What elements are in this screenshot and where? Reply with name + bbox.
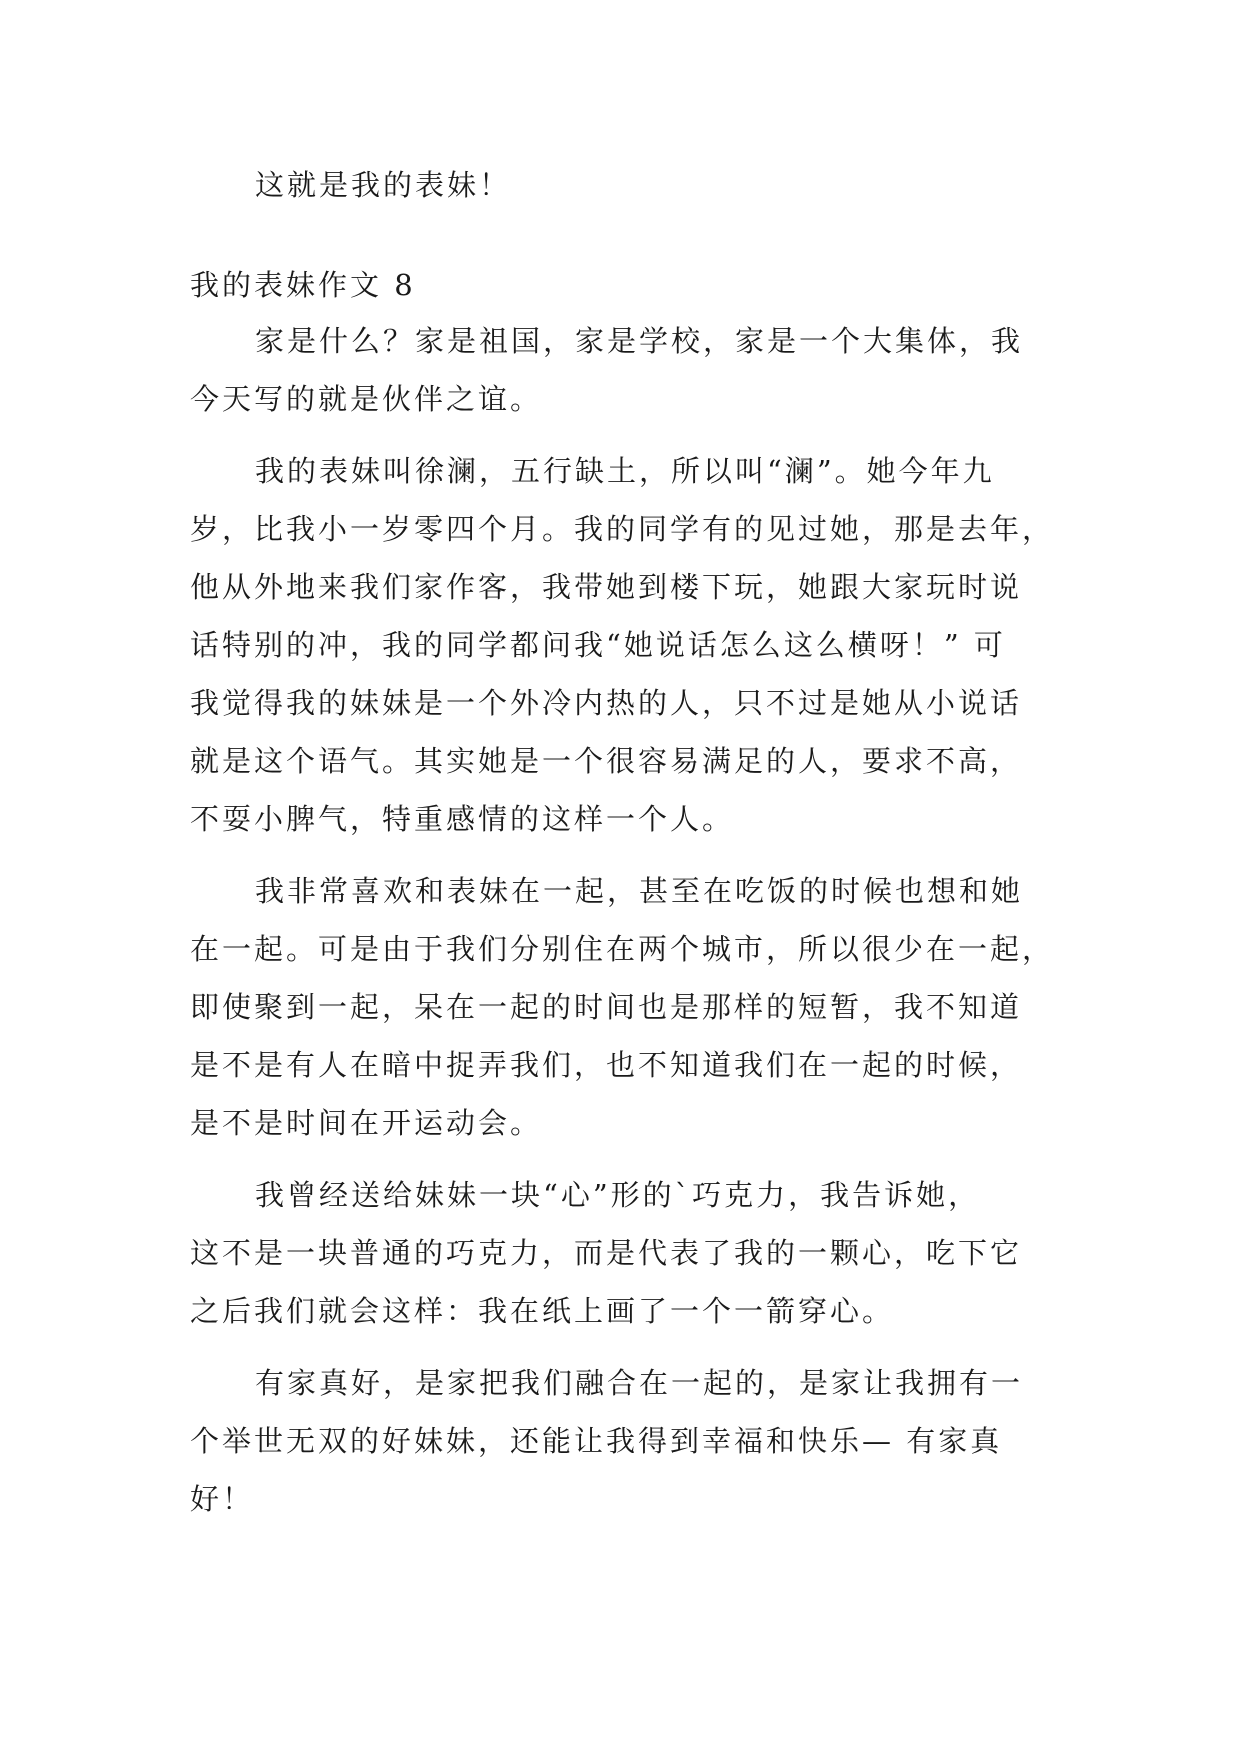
paragraph-2-line-7: 不耍小脾气，特重感情的这样一个人。 (190, 802, 735, 836)
paragraph-2-line-2: 岁，比我小一岁零四个月。我的同学有的见过她，那是去年， (190, 512, 1055, 546)
paragraph-2-line-4: 话特别的冲，我的同学都问我“她说话怎么这么横呀！” 可 (190, 628, 1006, 662)
paragraph-3-line-1: 我非常喜欢和表妹在一起，甚至在吃饭的时候也想和她 (255, 874, 1024, 908)
paragraph-1-line-1: 家是什么？家是祖国，家是学校，家是一个大集体，我 (255, 324, 1024, 358)
paragraph-3-line-5: 是不是时间在开运动会。 (190, 1106, 543, 1140)
paragraph-2-line-5: 我觉得我的妹妹是一个外冷内热的人，只不过是她从小说话 (190, 686, 1023, 720)
paragraph-3-line-2: 在一起。可是由于我们分别住在两个城市，所以很少在一起， (190, 932, 1055, 966)
paragraph-1-line-2: 今天写的就是伙伴之谊。 (190, 382, 543, 416)
paragraph-5-line-1: 有家真好，是家把我们融合在一起的，是家让我拥有一 (255, 1366, 1024, 1400)
paragraph-4-line-3: 之后我们就会这样：我在纸上画了一个一箭穿心。 (190, 1294, 895, 1328)
closing-line: 这就是我的表妹！ (255, 168, 512, 202)
paragraph-4-line-1: 我曾经送给妹妹一块“心”形的`巧克力，我告诉她， (255, 1178, 981, 1212)
paragraph-5-line-2: 个举世无双的好妹妹，还能让我得到幸福和快乐— 有家真 (190, 1424, 1003, 1458)
essay-title: 我的表妹作文 8 (190, 268, 416, 302)
paragraph-4-line-2: 这不是一块普通的巧克力，而是代表了我的一颗心，吃下它 (190, 1236, 1023, 1270)
paragraph-5-line-3: 好！ (190, 1482, 255, 1516)
paragraph-3-line-4: 是不是有人在暗中捉弄我们，也不知道我们在一起的时候， (190, 1048, 1023, 1082)
paragraph-2-line-6: 就是这个语气。其实她是一个很容易满足的人，要求不高， (190, 744, 1023, 778)
paragraph-2-line-3: 他从外地来我们家作客，我带她到楼下玩，她跟大家玩时说 (190, 570, 1023, 604)
paragraph-2-line-1: 我的表妹叫徐澜，五行缺土，所以叫“澜”。她今年九 (255, 454, 995, 488)
paragraph-3-line-3: 即使聚到一起，呆在一起的时间也是那样的短暂，我不知道 (190, 990, 1023, 1024)
